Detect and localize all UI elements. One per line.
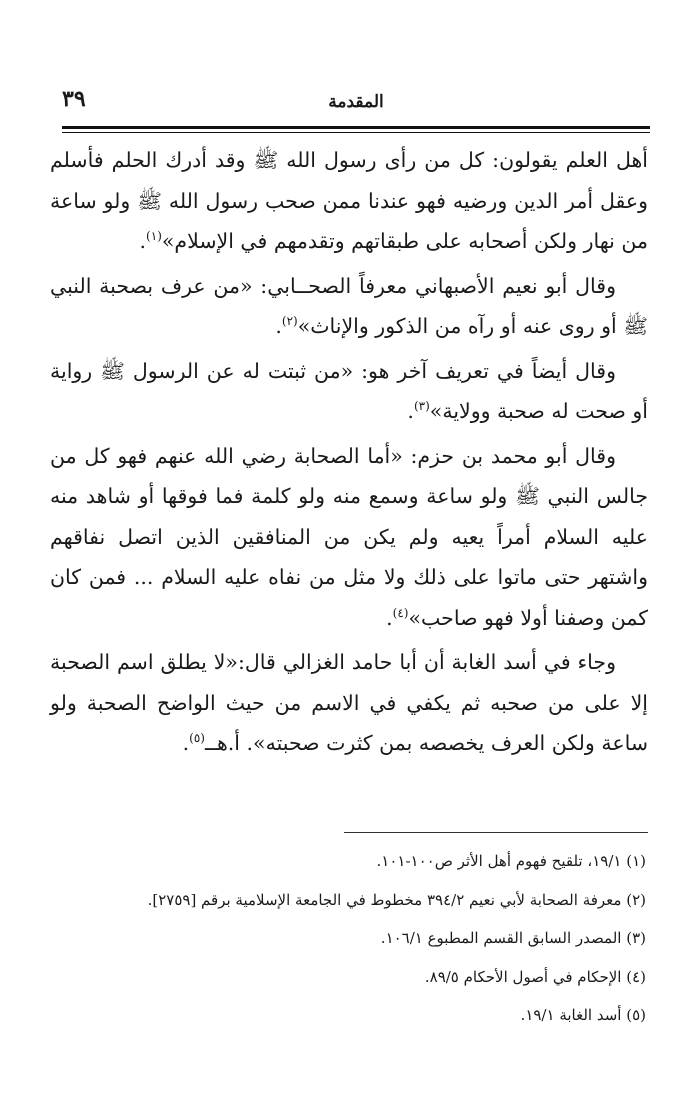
- paragraph-5: وجاء في أسد الغابة أن أبا حامد الغزالي قال:«لا يطلق اسم الصحبة إلا على من صحبه ثم يكفي في الاسم من حيث الواضح الصحبة ولو ساعة ولكن العرف يخصصه بمن كثرت صحبته». أ.هــ$^{(٥)}$.: [50, 650, 648, 755]
- footnote-ref-4: (٤): [392, 605, 409, 620]
- footnote-ref-1: (١): [146, 229, 162, 244]
- footnote-ref-5: (٥): [189, 731, 205, 746]
- paragraph-text: وقال أبو محمد بن حزم: «أما الصحابة رضي الله عنهم فهو كل من جالس النبي ﷺ ولو ساعة وسمع منه ولو كلمة فما فوقها أو شاهد منه عليه السلام أمراً يعيه ولم يكن من المنافقين الذين اتصل نفاقهم واشتهر حتى ماتوا على ذلك ولا مثل من نفاه عليه السلام ... فمن كان كمن وصفنا أولا فهو صاحب»: [50, 443, 648, 630]
- page-number: ٣٩: [62, 86, 86, 112]
- footnote-2: (٢) معرفة الصحابة لأبي نعيم ٣٩٤/٢ مخطوط في الجامعة الإسلامية برقم [٢٧٥٩].: [147, 890, 646, 909]
- page-header: [62, 86, 650, 122]
- paragraph-2: وقال أبو نعيم الأصبهاني معرفاً الصحــابي: «من عرف بصحبة النبي ﷺ أو روى عنه أو رآه من الذكور والإناث»$^{(٢)}$.: [50, 273, 648, 338]
- footnote-ref-3: (٣): [413, 399, 430, 414]
- body-text: [50, 140, 648, 768]
- header-rule-thin: [62, 132, 650, 133]
- paragraph-text: أهل العلم يقولون: كل من رأى رسول الله ﷺ وقد أدرك الحلم فأسلم وعقل أمر الدين ورضيه فهو عندنا ممن صحب رسول الله ﷺ ولو ساعة من نهار ولكن أصحابه على طبقاتهم وتقدمهم في الإسلام»: [50, 148, 648, 253]
- paragraph-1: أهل العلم يقولون: كل من رأى رسول الله ﷺ وقد أدرك الحلم فأسلم وعقل أمر الدين ورضيه فهو عندنا ممن صحب رسول الله ﷺ ولو ساعة من نهار ولكن أصحابه على طبقاتهم وتقدمهم في الإسلام»$^{(١)}$.: [50, 148, 648, 253]
- footnote-ref-2: (٢): [281, 314, 298, 329]
- footnote-separator: [344, 832, 648, 833]
- running-title: المقدمة: [328, 92, 384, 112]
- paragraph-text: وقال أبو نعيم الأصبهاني معرفاً الصحــابي: «من عرف بصحبة النبي ﷺ أو روى عنه أو رآه من الذكور والإناث»: [50, 273, 648, 338]
- footnotes: [50, 842, 646, 1035]
- paragraph-text: وقال أيضاً في تعريف آخر هو: «من ثبتت له عن الرسول ﷺ رواية أو صحت له صحبة وولاية»: [50, 358, 648, 423]
- paragraph-3: وقال أيضاً في تعريف آخر هو: «من ثبتت له عن الرسول ﷺ رواية أو صحت له صحبة وولاية»$^{(٣)}$.: [50, 358, 648, 423]
- footnote-3: (٣) المصدر السابق القسم المطبوع ١٠٦/١.: [380, 929, 646, 947]
- paragraph-text: وجاء في أسد الغابة أن أبا حامد الغزالي قال:«لا يطلق اسم الصحبة إلا على من صحبه ثم يكفي في الاسم من حيث الواضح الصحبة ولو ساعة ولكن العرف يخصصه بمن كثرت صحبته». أ.هــ: [50, 650, 648, 755]
- footnote-1: (١) ١٩/١، تلقيح فهوم أهل الأثر ص١٠٠-١٠١.: [376, 852, 646, 870]
- paragraph-4: وقال أبو محمد بن حزم: «أما الصحابة رضي الله عنهم فهو كل من جالس النبي ﷺ ولو ساعة وسمع منه ولو كلمة فما فوقها أو شاهد منه عليه السلام أمراً يعيه ولم يكن من المنافقين الذين اتصل نفاقهم واشتهر حتى ماتوا على ذلك ولا مثل من نفاه عليه السلام ... فمن كان كمن وصفنا أولا فهو صاحب»$^{(٤)}$.: [50, 443, 648, 630]
- header-rule-thick: [62, 126, 650, 129]
- footnote-5: (٥) أسد الغابة ١٩/١.: [520, 1006, 646, 1024]
- footnote-4: (٤) الإحكام في أصول الأحكام ٨٩/٥.: [424, 967, 646, 986]
